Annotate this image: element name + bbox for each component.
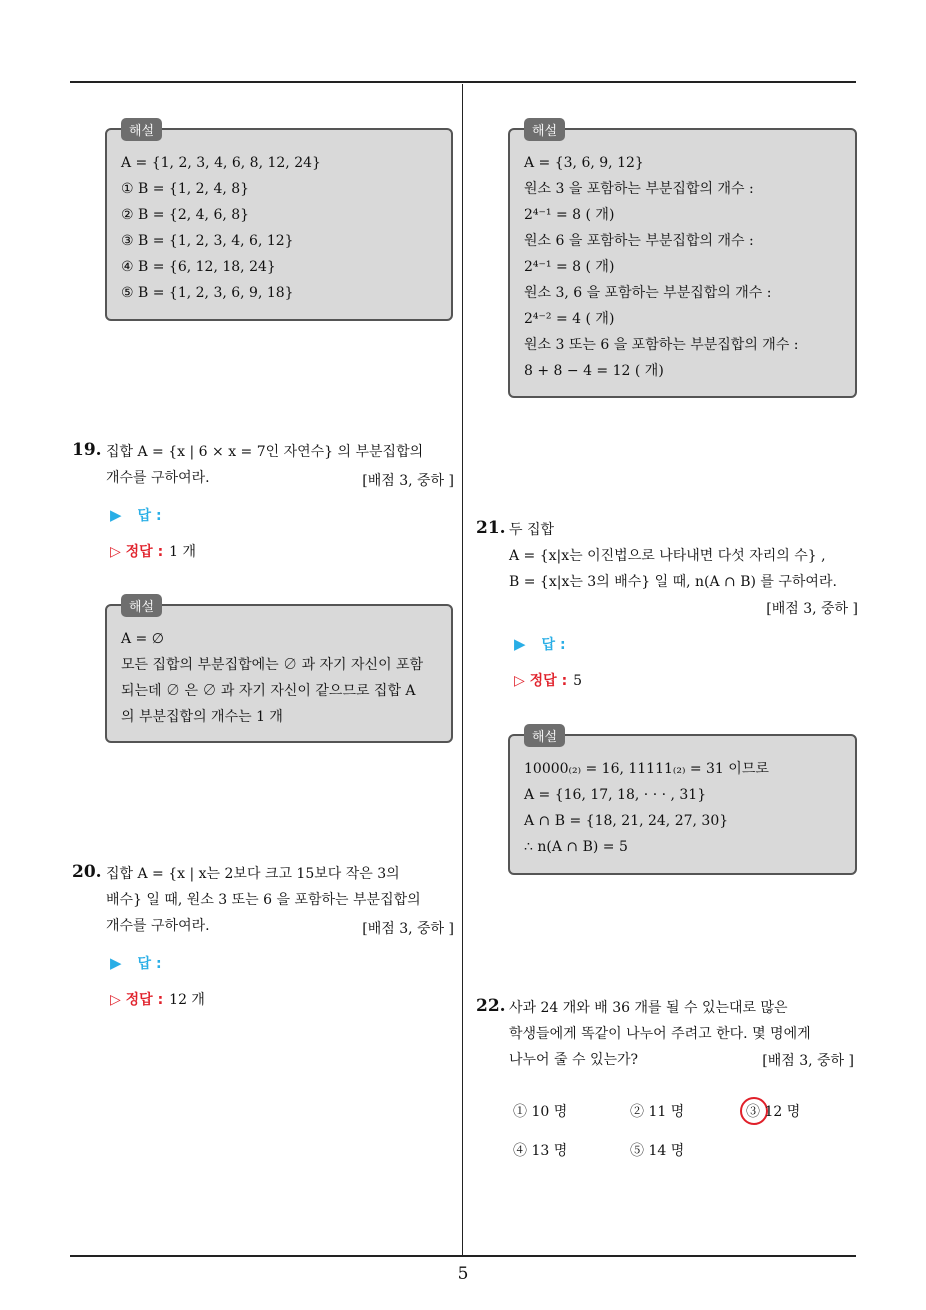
correct-triangle-icon: ▷ — [514, 673, 530, 689]
choice-4[interactable]: ④ 13 명 — [513, 1143, 568, 1159]
correct-label: 정답 : — [125, 544, 164, 560]
explanation-line: 원소 3 을 포함하는 부분집합의 개수 : — [524, 181, 754, 197]
score-label: [배점 3, 중하 ] — [362, 921, 454, 937]
explanation-tag: 해설 — [121, 594, 162, 617]
explanation-line: A ∩ B = {18, 21, 24, 27, 30} — [524, 813, 729, 829]
correct-value: 5 — [573, 673, 583, 689]
question-line: 개수를 구하여라. — [106, 918, 210, 934]
answer-prompt[interactable] — [110, 505, 162, 525]
score-label: [배점 3, 중하 ] — [362, 473, 454, 489]
page-number: 5 — [457, 1264, 469, 1284]
explanation-line: A = {3, 6, 9, 12} — [524, 155, 644, 171]
question-line: 개수를 구하여라. — [106, 470, 210, 486]
explanation-line: 되는데 ∅ 은 ∅ 과 자기 자신이 같으므로 집합 A — [121, 683, 416, 699]
bottom-rule — [70, 1255, 856, 1257]
explanation-line: ⑤ B = {1, 2, 3, 6, 9, 18} — [121, 285, 294, 301]
explanation-tag: 해설 — [524, 118, 565, 141]
question-line: 학생들에게 똑같이 나누어 주려고 한다. 몇 명에게 — [509, 1026, 811, 1042]
explanation-line: 원소 3, 6 을 포함하는 부분집합의 개수 : — [524, 285, 772, 301]
explanation-line: A = ∅ — [121, 631, 164, 647]
explanation-line: A = {16, 17, 18, · · · , 31} — [524, 787, 707, 803]
explanation-line: ③ B = {1, 2, 3, 4, 6, 12} — [121, 233, 294, 249]
explanation-line: 모든 집합의 부분집합에는 ∅ 과 자기 자신이 포함 — [121, 657, 424, 673]
explanation-box-top-left — [105, 124, 453, 321]
question-number: 22. — [476, 996, 506, 1016]
score-label: [배점 3, 중하 ] — [762, 1053, 854, 1069]
choice-2[interactable]: ② 11 명 — [630, 1104, 685, 1120]
choice-1[interactable]: ① 10 명 — [513, 1104, 568, 1120]
explanation-line: 10000₍₂₎ = 16, 11111₍₂₎ = 31 이므로 — [524, 761, 769, 777]
answer-label: 답 : — [541, 637, 566, 653]
question-text — [509, 517, 837, 595]
answer-prompt[interactable] — [110, 953, 162, 973]
question-number: 19. — [72, 440, 102, 460]
question-line: 집합 A = {x | x는 2보다 크고 15보다 작은 3의 — [106, 866, 400, 882]
correct-label: 정답 : — [125, 992, 164, 1008]
choice-3[interactable]: ③ 12 명 — [746, 1104, 801, 1120]
explanation-line: 2⁴⁻¹ = 8 ( 개) — [524, 259, 615, 275]
explanation-line: 2⁴⁻¹ = 8 ( 개) — [524, 207, 615, 223]
question-line: B = {x|x는 3의 배수} 일 때, n(A ∩ B) 를 구하여라. — [509, 574, 837, 590]
explanation-line: 의 부분집합의 개수는 1 개 — [121, 709, 283, 725]
explanation-tag: 해설 — [524, 724, 565, 747]
correct-answer — [110, 541, 196, 561]
explanation-line: 2⁴⁻² = 4 ( 개) — [524, 311, 615, 327]
question-line: A = {x|x는 이진법으로 나타내면 다섯 자리의 수} , — [509, 548, 826, 564]
explanation-line: 원소 3 또는 6 을 포함하는 부분집합의 개수 : — [524, 337, 799, 353]
explanation-line: ② B = {2, 4, 6, 8} — [121, 207, 250, 223]
column-divider — [462, 84, 463, 1256]
explanation-box-top-right — [508, 124, 857, 398]
explanation-line: 8 + 8 − 4 = 12 ( 개) — [524, 363, 664, 379]
score-label: [배점 3, 중하 ] — [766, 601, 858, 617]
explanation-tag: 해설 — [121, 118, 162, 141]
choice-5[interactable]: ⑤ 14 명 — [630, 1143, 685, 1159]
correct-label: 정답 : — [529, 673, 568, 689]
explanation-box-q19 — [105, 600, 453, 743]
answer-prompt[interactable] — [514, 634, 566, 654]
question-line: 배수} 일 때, 원소 3 또는 6 을 포함하는 부분집합의 — [106, 892, 421, 908]
explanation-line: 원소 6 을 포함하는 부분집합의 개수 : — [524, 233, 754, 249]
correct-triangle-icon: ▷ — [110, 992, 126, 1008]
play-triangle-icon: ▶ — [110, 954, 122, 972]
question-line: 집합 A = {x | 6 × x = 7인 자연수} 의 부분집합의 — [106, 444, 424, 460]
explanation-line: ∴ n(A ∩ B) = 5 — [524, 839, 628, 855]
explanation-box-q21 — [508, 730, 857, 875]
correct-triangle-icon: ▷ — [110, 544, 126, 560]
explanation-line: ④ B = {6, 12, 18, 24} — [121, 259, 276, 275]
play-triangle-icon: ▶ — [514, 635, 526, 653]
correct-value: 1 개 — [169, 544, 197, 560]
answer-label: 답 : — [137, 956, 162, 972]
correct-answer — [514, 670, 582, 690]
question-line: 사과 24 개와 배 36 개를 될 수 있는대로 많은 — [509, 1000, 788, 1016]
top-rule — [70, 81, 856, 83]
question-number: 20. — [72, 862, 102, 882]
play-triangle-icon: ▶ — [110, 506, 122, 524]
explanation-line: ① B = {1, 2, 4, 8} — [121, 181, 250, 197]
correct-answer — [110, 989, 205, 1009]
answer-label: 답 : — [137, 508, 162, 524]
question-line: 나누어 줄 수 있는가? — [509, 1052, 639, 1068]
correct-value: 12 개 — [169, 992, 205, 1008]
explanation-line: A = {1, 2, 3, 4, 6, 8, 12, 24} — [121, 155, 321, 171]
question-number: 21. — [476, 518, 506, 538]
question-line: 두 집합 — [509, 522, 555, 538]
